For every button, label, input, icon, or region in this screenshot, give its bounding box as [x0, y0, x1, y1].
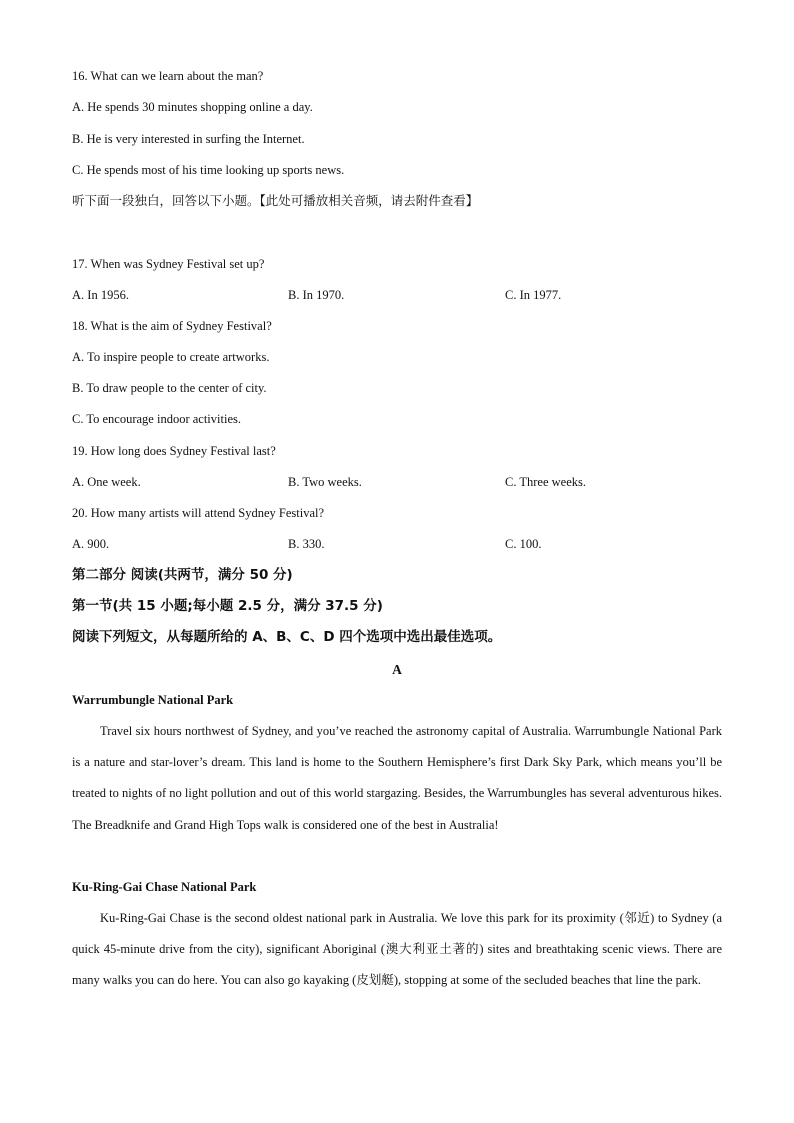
reading-instruction: 阅读下列短文，从每题所给的 A、B、C、D 四个选项中选出最佳选项。: [72, 629, 502, 645]
q17-question: 17. When was Sydney Festival set up?: [72, 257, 265, 271]
q20-option-c: C. 100.: [505, 537, 542, 551]
q18-option-b: B. To draw people to the center of city.: [72, 381, 267, 395]
monologue-instruction: 听下面一段独白，回答以下小题。【此处可播放相关音频，请去附件查看】: [72, 193, 479, 208]
q16-option-c: C. He spends most of his time looking up sports news.: [72, 163, 345, 177]
q19-option-c: C. Three weeks.: [505, 475, 586, 489]
q19-option-a: A. One week.: [72, 475, 141, 489]
part2-title: 第二部分 阅读(共两节，满分 50 分): [72, 567, 293, 583]
passage-label: A: [392, 662, 402, 677]
section1-title: 第一节(共 15 小题;每小题 2.5 分，满分 37.5 分): [72, 598, 383, 614]
q16-option-a: A. He spends 30 minutes shopping online a day.: [72, 100, 313, 114]
q20-option-b: B. 330.: [288, 537, 325, 551]
q18-option-a: A. To inspire people to create artworks.: [72, 350, 270, 364]
park2-title: Ku-Ring-Gai Chase National Park: [72, 880, 257, 894]
q18-option-c: C. To encourage indoor activities.: [72, 412, 241, 426]
q16-question: 16. What can we learn about the man?: [72, 69, 264, 83]
q19-option-b: B. Two weeks.: [288, 475, 362, 489]
park1-title: Warrumbungle National Park: [72, 693, 234, 707]
q17-option-b: B. In 1970.: [288, 288, 345, 302]
q16-option-b: B. He is very interested in surfing the Internet.: [72, 132, 305, 146]
park1-paragraph: Travel six hours northwest of Sydney, and you’ve reached the astronomy capital of Australia. Warrumbungle National Park is a nature and star-lover’s dream. This land is home to the Southern Hemisphere’s first Dark Sky Park, which means you’ll be treated to nights of no light pollution and out of this world stargazing. Besides, the Warrumbungles has several adventurous hikes. The Breadknife and Grand High Tops walk is considered one of the best in Australia!: [72, 724, 722, 832]
q17-option-c: C. In 1977.: [505, 288, 562, 302]
q18-question: 18. What is the aim of Sydney Festival?: [72, 319, 272, 333]
q19-question: 19. How long does Sydney Festival last?: [72, 444, 276, 458]
q20-option-a: A. 900.: [72, 537, 110, 551]
park2-paragraph: Ku-Ring-Gai Chase is the second oldest national park in Australia. We love this park for its proximity (邻近) to Sydney (a quick 45-minute drive from the city), significant Aboriginal (澳大利亚土著的) sites and breathtaking scenic views. There are many walks you can do here. You can also go kayaking (皮划艇), stopping at some of the secluded beaches that line the park.: [72, 911, 722, 988]
q20-question: 20. How many artists will attend Sydney Festival?: [72, 506, 325, 520]
q17-option-a: A. In 1956.: [72, 288, 129, 302]
